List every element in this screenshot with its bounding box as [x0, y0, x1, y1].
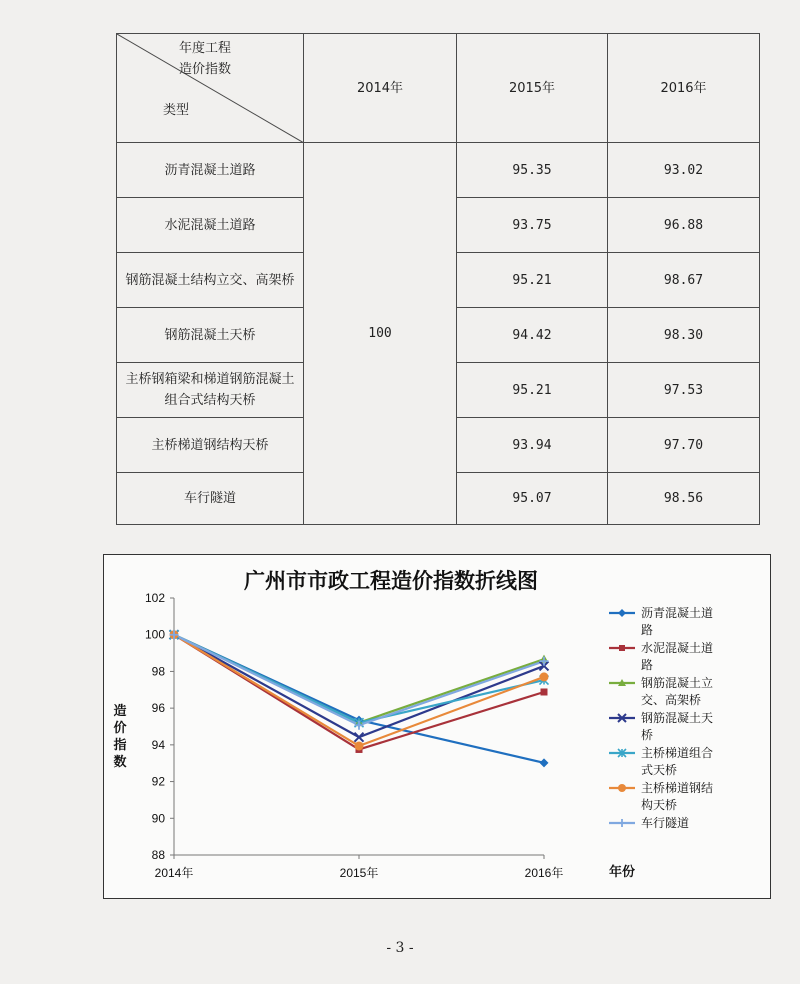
- data-point-marker: [618, 819, 626, 827]
- y-tick-label: 102: [144, 591, 165, 605]
- x-tick-label: 2016年: [524, 866, 564, 880]
- row-type: 钢筋混凝土结构立交、高架桥: [117, 253, 304, 308]
- row-type: 水泥混凝土道路: [117, 198, 304, 253]
- row-type: 沥青混凝土道路: [117, 143, 304, 198]
- y-tick-label: 98: [151, 664, 165, 679]
- legend-label: 路: [641, 623, 654, 637]
- y-tick-label: 100: [144, 627, 165, 642]
- year-header-2015: 2015年: [457, 34, 608, 143]
- y-axis-label-char: 指: [113, 738, 127, 753]
- value-2016: 97.70: [608, 418, 760, 473]
- value-2015: 95.07: [457, 473, 608, 525]
- legend-label: 钢筋混凝土立: [641, 676, 714, 690]
- chart-title: 广州市市政工程造价指数折线图: [244, 569, 538, 593]
- data-point-marker: [355, 741, 364, 750]
- legend-label: 车行隧道: [641, 816, 690, 830]
- row-type: 主桥钢箱梁和梯道钢筋混凝土组合式结构天桥: [117, 363, 304, 418]
- diag-header-top: [179, 38, 231, 80]
- y-axis-label-char: 价: [113, 721, 127, 736]
- y-tick-label: 96: [151, 701, 165, 716]
- legend-label: 交、高架桥: [641, 693, 702, 707]
- value-2015: 94.42: [457, 308, 608, 363]
- legend-label: 主桥梯道钢结: [641, 781, 714, 795]
- legend-item: [609, 640, 713, 672]
- legend-item: [609, 710, 713, 742]
- diagonal-header-cell: [117, 34, 304, 143]
- data-point-marker: [619, 645, 625, 651]
- diag-header-bottom: 类型: [163, 103, 190, 118]
- legend-item: [609, 780, 713, 812]
- legend-item: [609, 745, 713, 777]
- data-point-marker: [540, 657, 549, 666]
- y-tick-label: 90: [151, 811, 165, 826]
- series-line: [174, 635, 544, 726]
- chart-legend: [609, 605, 713, 830]
- y-axis-label-char: 造: [113, 704, 127, 719]
- base-value-cell: 100: [304, 143, 457, 525]
- line-chart: [104, 555, 770, 898]
- x-tick-label: 2014年: [154, 866, 194, 880]
- y-axis-label-char: 数: [113, 755, 127, 770]
- line-chart-frame: [103, 554, 771, 899]
- legend-label: 水泥混凝土道: [641, 641, 714, 655]
- y-tick-label: 92: [151, 774, 165, 789]
- value-2016: 97.53: [608, 363, 760, 418]
- price-index-table: [116, 33, 760, 525]
- value-2016: 93.02: [608, 143, 760, 198]
- value-2015: 95.35: [457, 143, 608, 198]
- legend-label: 钢筋混凝土天: [641, 711, 714, 725]
- value-2015: 93.94: [457, 418, 608, 473]
- table-row: [117, 143, 760, 198]
- data-point-marker: [541, 688, 548, 695]
- x-tick-label: 2015年: [339, 866, 379, 880]
- legend-item: [609, 675, 713, 707]
- data-point-marker: [355, 733, 364, 742]
- row-type: 车行隧道: [117, 473, 304, 525]
- data-point-marker: [618, 784, 626, 792]
- y-tick-label: 88: [151, 848, 165, 862]
- legend-label: 沥青混凝土道: [641, 606, 714, 620]
- legend-label: 构天桥: [641, 798, 678, 812]
- y-axis-label: [112, 703, 126, 770]
- data-point-marker: [540, 672, 549, 681]
- year-header-2016: 2016年: [608, 34, 760, 143]
- data-point-marker: [540, 758, 549, 767]
- x-axis-label: 年份: [609, 865, 636, 880]
- value-2015: 93.75: [457, 198, 608, 253]
- diag-header-line2: 造价指数: [179, 62, 232, 77]
- legend-label: 主桥梯道组合: [641, 746, 714, 760]
- value-2015: 95.21: [457, 363, 608, 418]
- value-2016: 98.30: [608, 308, 760, 363]
- table-header-row: [117, 34, 760, 143]
- year-header-2014: 2014年: [304, 34, 457, 143]
- row-type: 钢筋混凝土天桥: [117, 308, 304, 363]
- data-point-marker: [618, 609, 626, 617]
- legend-label: 桥: [641, 728, 654, 742]
- value-2016: 96.88: [608, 198, 760, 253]
- legend-item: [609, 816, 689, 830]
- y-tick-label: 94: [151, 737, 165, 752]
- value-2015: 95.21: [457, 253, 608, 308]
- legend-label: 路: [641, 658, 654, 672]
- legend-label: 式天桥: [641, 763, 678, 777]
- diag-header-line1: 年度工程: [179, 41, 232, 56]
- value-2016: 98.67: [608, 253, 760, 308]
- page-number: - 3 -: [386, 940, 414, 956]
- chart-markers: [170, 630, 549, 767]
- row-type: 主桥梯道钢结构天桥: [117, 418, 304, 473]
- value-2016: 98.56: [608, 473, 760, 525]
- legend-item: [609, 605, 713, 637]
